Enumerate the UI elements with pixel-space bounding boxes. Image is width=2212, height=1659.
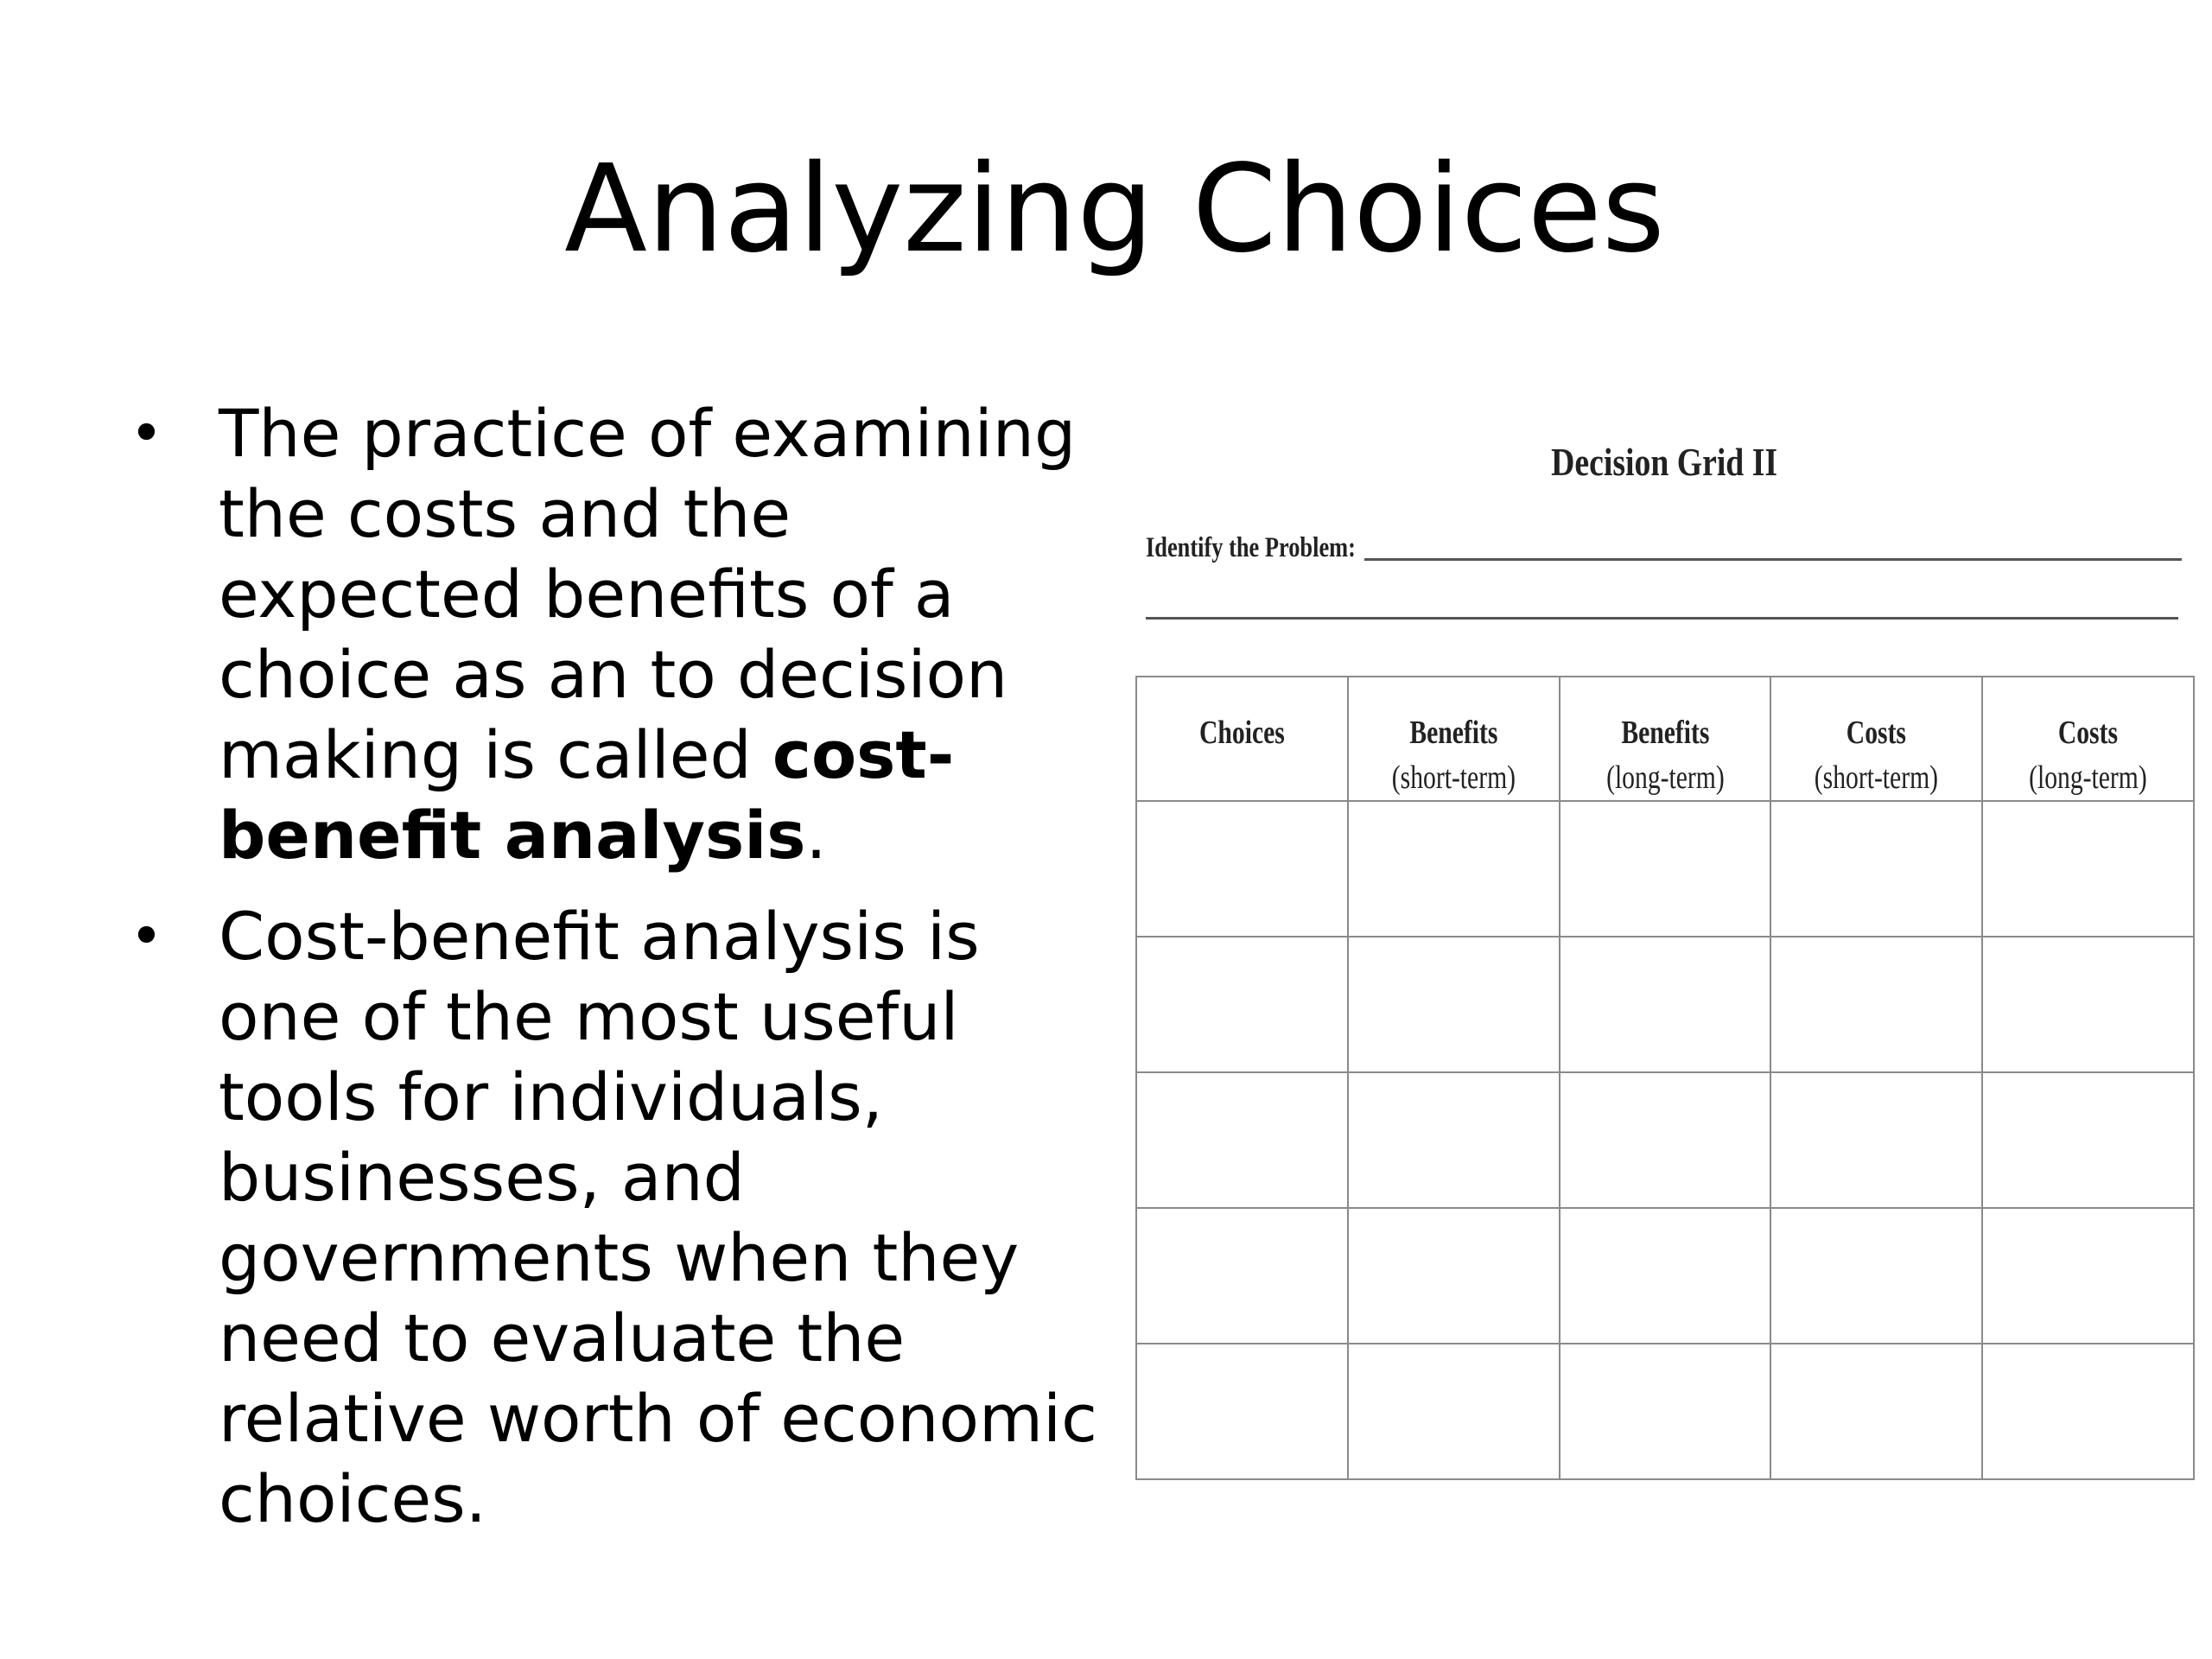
table-cell (1348, 937, 1560, 1072)
table-cell (1770, 1208, 1982, 1344)
column-header-label: Benefits (1409, 715, 1498, 751)
bullet-item (130, 896, 1097, 1539)
table-cell (1982, 1344, 2194, 1479)
bullet-text: The practice of examining the costs and the expected benefits of a choice as an to decision making is called (219, 395, 1077, 793)
table-row (1136, 1072, 2194, 1208)
column-header-sub: (long-term) (1605, 760, 1725, 796)
table-header-row (1136, 677, 2194, 801)
table-cell (1136, 1344, 1348, 1479)
worksheet-title: Decision Grid II (1551, 440, 1778, 484)
table-cell (1560, 1344, 1771, 1479)
table-cell (1348, 801, 1560, 937)
bullet-icon: • (130, 400, 163, 467)
table-cell (1770, 1344, 1982, 1479)
column-header-label: Choices (1198, 715, 1285, 751)
table-row (1136, 1344, 2194, 1479)
table-cell (1982, 937, 2194, 1072)
slide-title: Analyzing Choices (564, 139, 1665, 280)
bold-term: cost-benefit analysis (219, 716, 955, 874)
column-header-sub: (short-term) (1391, 760, 1516, 796)
table-cell (1560, 1072, 1771, 1208)
column-header-sub: (short-term) (1815, 760, 1939, 796)
table-cell (1982, 1208, 2194, 1344)
table-cell (1982, 1072, 2194, 1208)
bullet-text: Cost-benefit analysis is one of the most useful tools for individuals, businesses, and governments when they need to evaluate the relative worth of economic choices. (219, 898, 1097, 1537)
table-row (1136, 801, 2194, 937)
column-header-sub: (long-term) (2029, 760, 2147, 796)
table-cell (1770, 801, 1982, 937)
column-header (1770, 677, 1982, 801)
decision-grid-worksheet (1134, 432, 2196, 1478)
table-cell (1348, 1208, 1560, 1344)
problem-answer-line (1364, 558, 2182, 561)
table-row (1136, 1208, 2194, 1344)
table-cell (1136, 801, 1348, 937)
table-cell (1770, 1072, 1982, 1208)
table-cell (1560, 801, 1771, 937)
column-header-label: Costs (2058, 715, 2119, 751)
table-cell (1560, 937, 1771, 1072)
table-cell (1560, 1208, 1771, 1344)
problem-label: Identify the Problem: (1146, 532, 1356, 563)
column-header (1136, 677, 1348, 801)
table-cell (1770, 937, 1982, 1072)
column-header (1348, 677, 1560, 801)
bullet-text-end: . (805, 797, 827, 874)
column-header (1560, 677, 1771, 801)
table-row (1136, 937, 2194, 1072)
table-cell (1136, 1208, 1348, 1344)
bullet-item (130, 393, 1097, 875)
table-cell (1136, 937, 1348, 1072)
table-cell (1348, 1072, 1560, 1208)
decision-grid-table (1135, 676, 2195, 1480)
column-header (1982, 677, 2194, 801)
table-cell (1136, 1072, 1348, 1208)
problem-answer-line (1146, 617, 2178, 620)
bullet-icon: • (130, 903, 163, 969)
table-cell (1348, 1344, 1560, 1479)
table-cell (1982, 801, 2194, 937)
column-header-label: Benefits (1620, 715, 1710, 751)
bullet-list (130, 393, 1097, 1560)
column-header-label: Costs (1847, 715, 1907, 751)
